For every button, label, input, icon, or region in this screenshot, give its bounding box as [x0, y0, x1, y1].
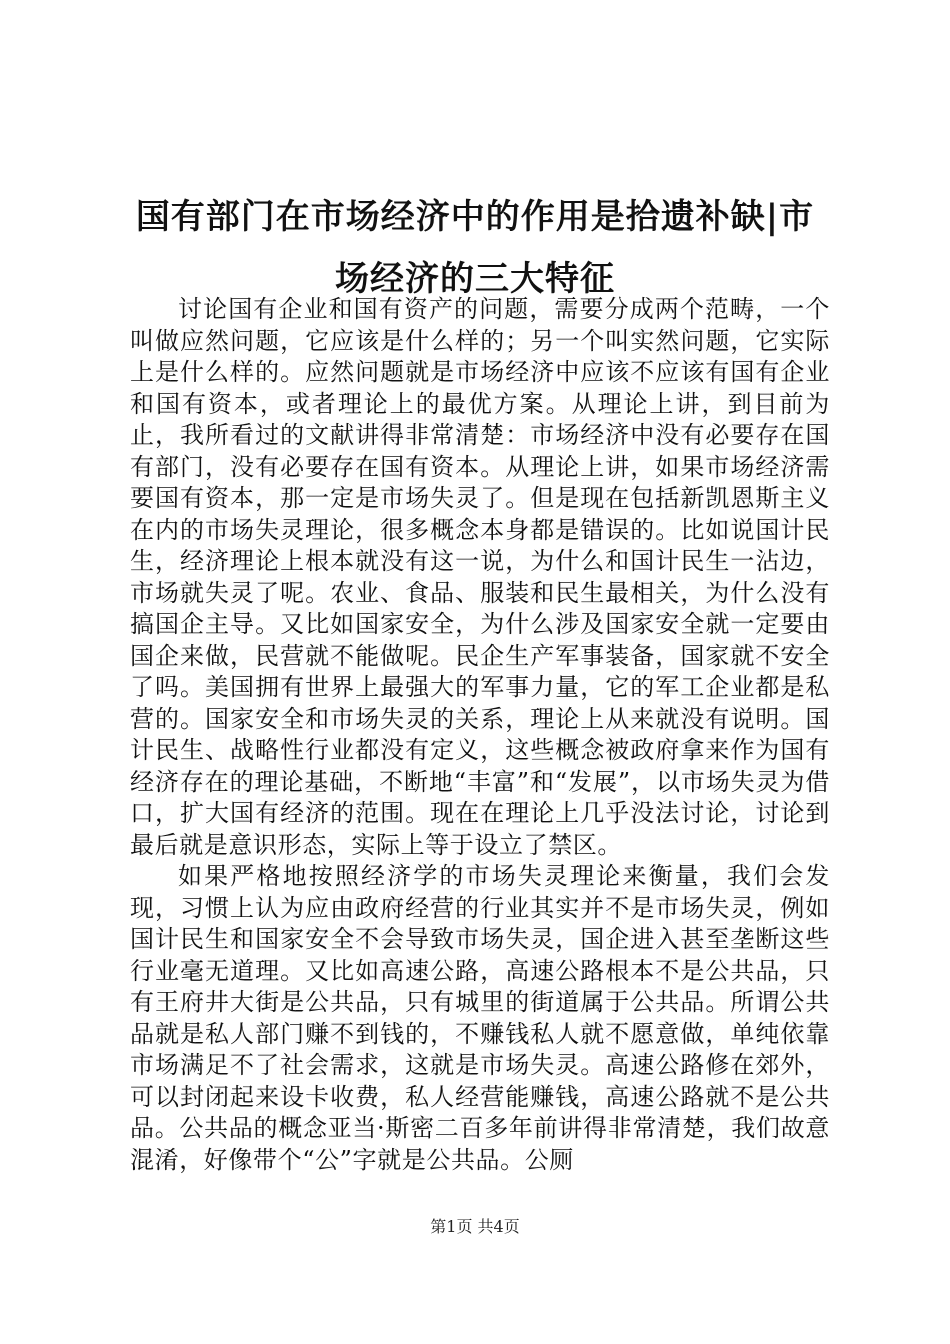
- document-title: 国有部门在市场经济中的作用是拾遗补缺|市场经济的三大特征: [135, 197, 815, 299]
- body-paragraph-1: 讨论国有企业和国有资产的问题，需要分成两个范畴，一个叫做应然问题，它应该是什么样的；另一个叫实然问题，它实际上是什么样的。应然问题就是市场经济中应该不应该有国有企业和国有资本，或者理论上的最优方案。从理论上讲，到目前为止，我所看过的文献讲得非常清楚：市场经济中没有必要存在国有部门，没有必要存在国有资本。从理论上讲，如果市场经济需要国有资本，那一定是市场失灵了。但是现在包括新凯恩斯主义在内的市场失灵理论，很多概念本身都是错误的。比如说国计民生，经济理论上根本就没有这一说，为什么和国计民生一沾边，市场就失灵了呢。农业、食品、服装和民生最相关，为什么没有搞国企主导。又比如国家安全，为什么涉及国家安全就一定要由国企来做，民营就不能做呢。民企生产军事装备，国家就不安全了吗。美国拥有世界上最强大的军事力量，它的军工企业都是私营的。国家安全和市场失灵的关系，理论上从来就没有说明。国计民生、战略性行业都没有定义，这些概念被政府拿来作为国有经济存在的理论基础，不断地“丰富”和“发展”，以市场失灵为借口，扩大国有经济的范围。现在在理论上几乎没法讨论，讨论到最后就是意识形态，实际上等于设立了禁区。: [130, 295, 830, 859]
- page-number-footer: 第1页 共4页: [430, 1217, 520, 1236]
- document-body: [130, 294, 830, 1176]
- body-paragraph-2: 如果严格地按照经济学的市场失灵理论来衡量，我们会发现，习惯上认为应由政府经营的行业其实并不是市场失灵，例如国计民生和国家安全不会导致市场失灵，国企进入甚至垄断这些行业毫无道理。又比如高速公路，高速公路根本不是公共品，只有王府井大街是公共品，只有城里的街道属于公共品。所谓公共品就是私人部门赚不到钱的，不赚钱私人就不愿意做，单纯依靠市场满足不了社会需求，这就是市场失灵。高速公路修在郊外，可以封闭起来设卡收费，私人经营能赚钱，高速公路就不是公共品。公共品的概念亚当·斯密二百多年前讲得非常清楚，我们故意混淆，好像带个“公”字就是公共品。公厕: [130, 862, 830, 1174]
